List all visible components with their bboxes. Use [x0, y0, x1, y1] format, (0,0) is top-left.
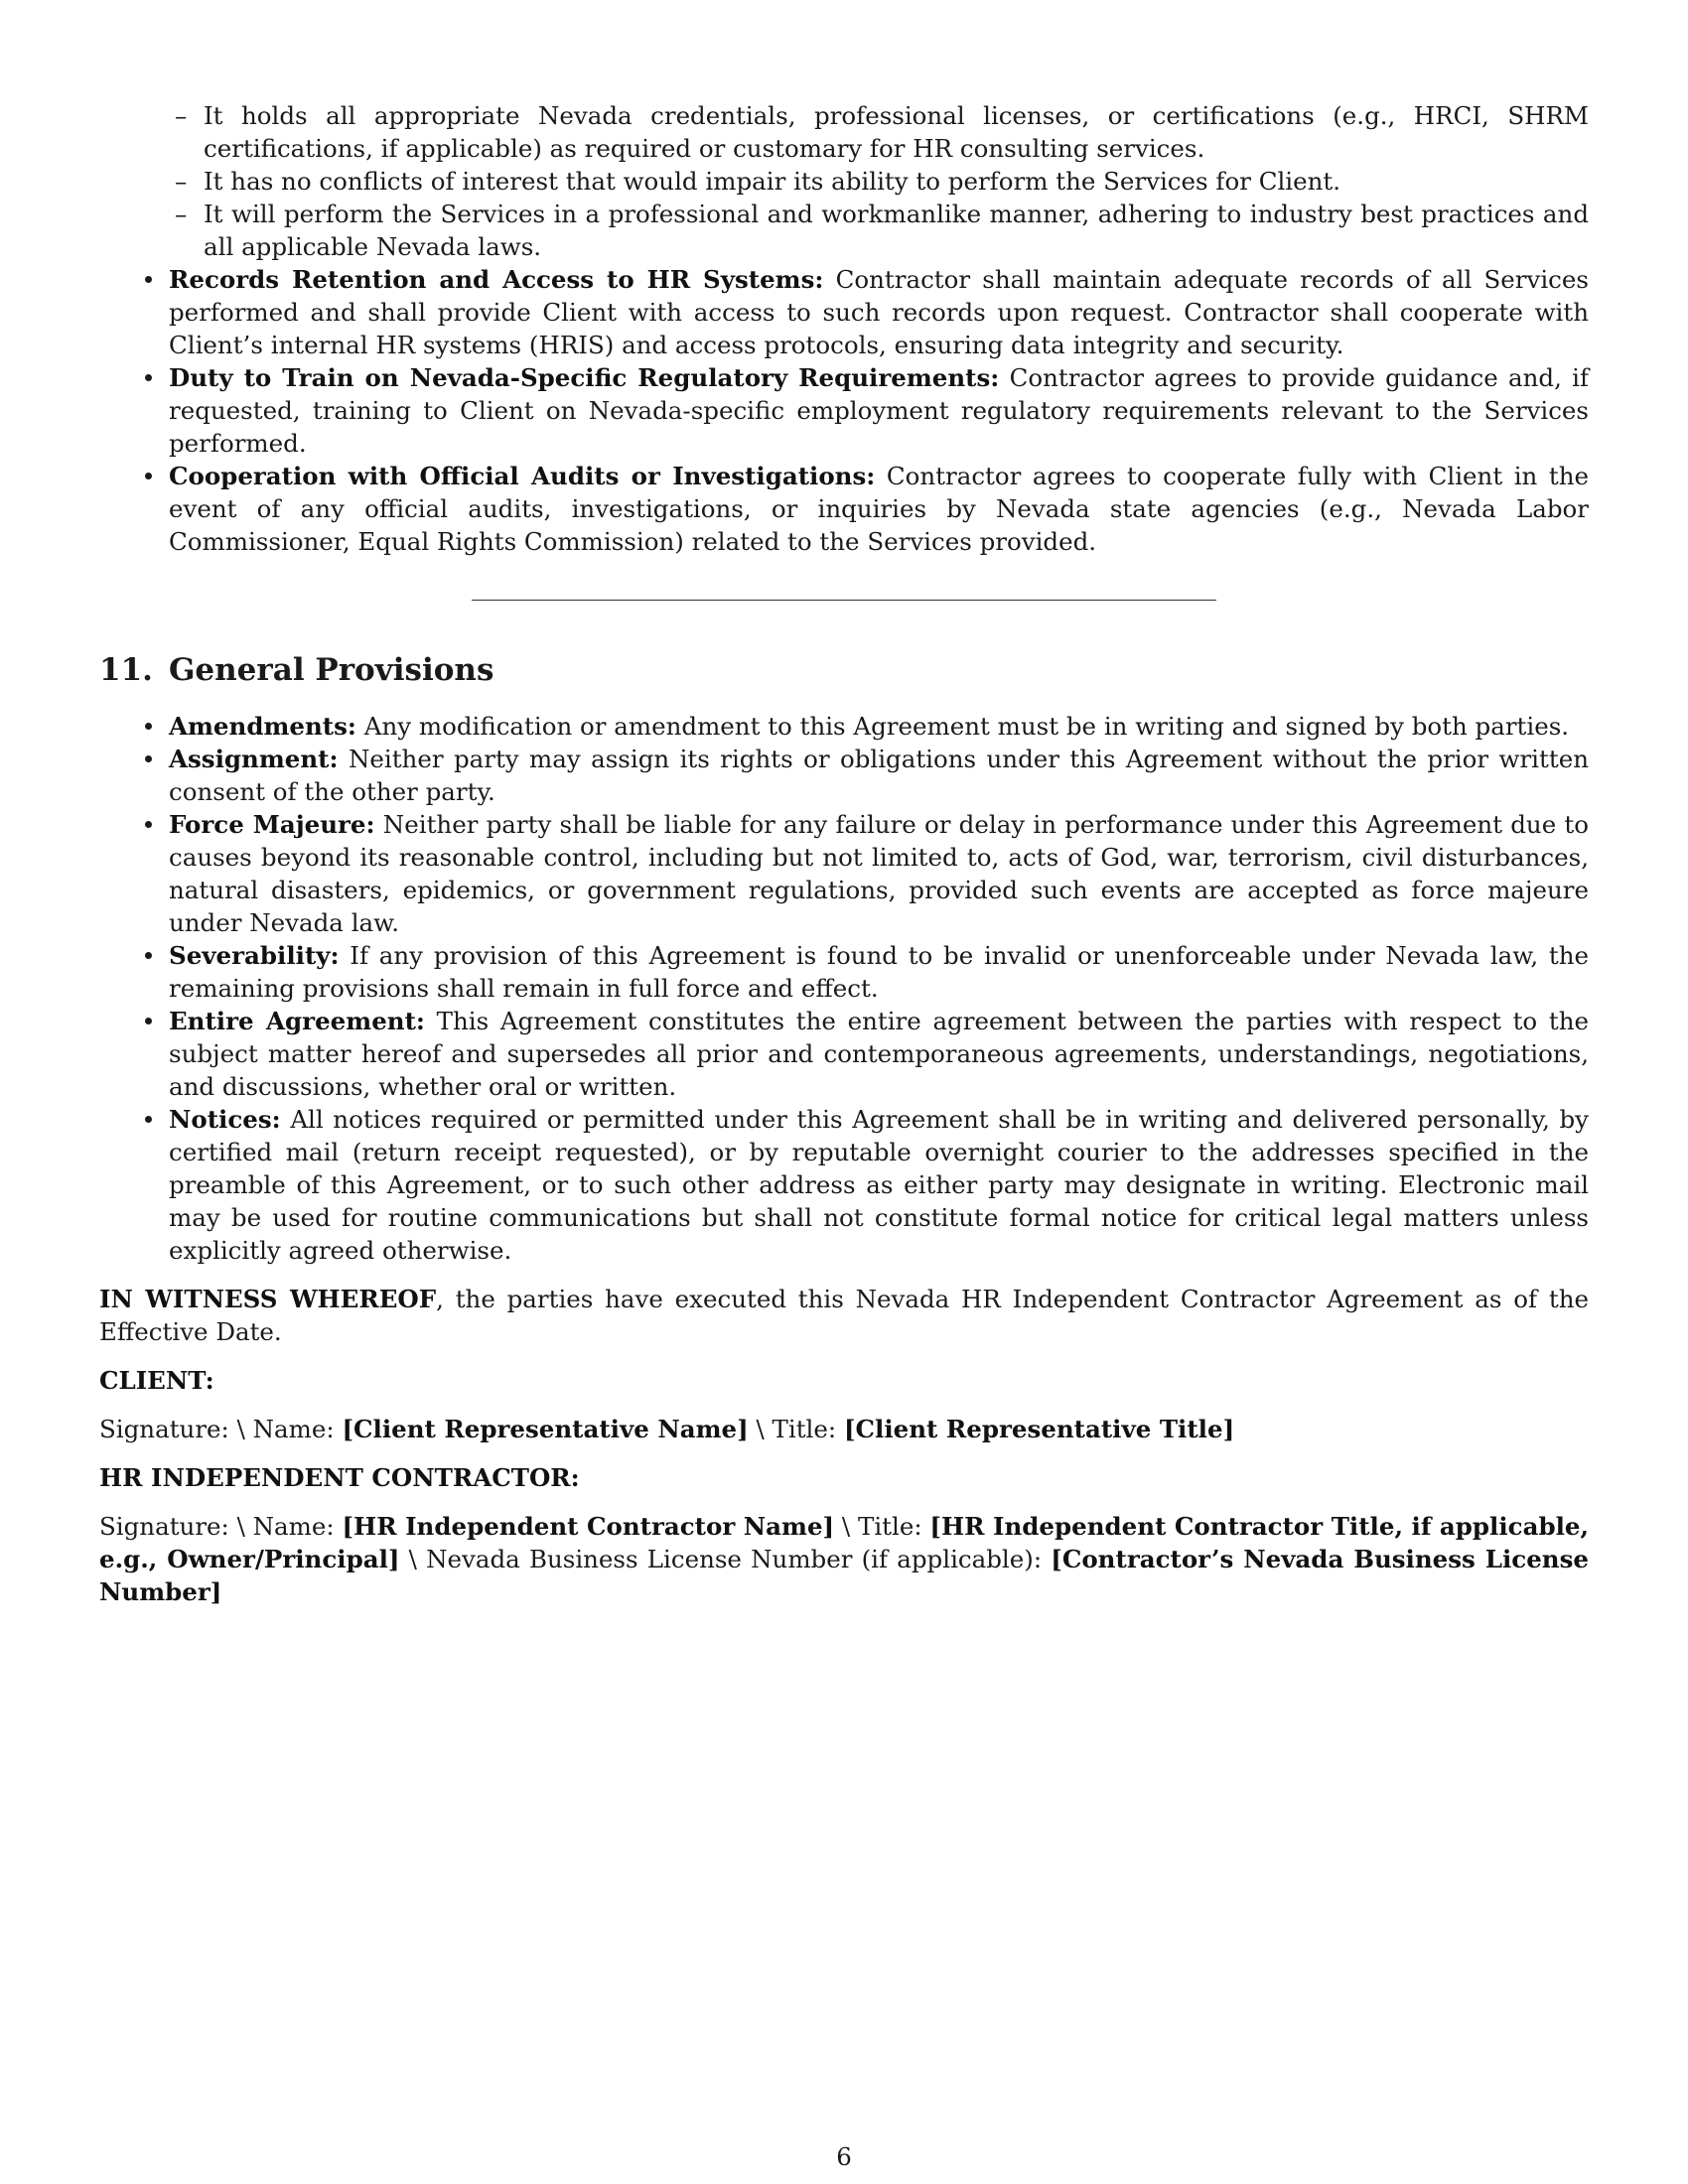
item-text: Contractor agrees to cooperate fully with Client in the event of any official audits, investigations, or inquiries by Nevada state agencies (e.g., Nevada Labor Commissioner, Equal Rights Commission) related to the Services provided.: [169, 462, 1589, 556]
representations-sublist: [99, 99, 1589, 263]
document-page: [99, 99, 1589, 1608]
item-title: Entire Agreement:: [169, 1007, 425, 1035]
list-item: [169, 808, 1589, 939]
list-item: [169, 1103, 1589, 1267]
contractor-title-placeholder: [HR Independent Contractor Title, if applicable, e.g., Owner/Principal]: [99, 1512, 1589, 1573]
client-signature-line: Signature: \ Name: [Client Representative Name] \ Title: [Client Representative Title]: [99, 1415, 1235, 1443]
list-item: [169, 743, 1589, 808]
section-title: General Provisions: [168, 652, 494, 688]
item-title: Severability:: [169, 941, 340, 970]
section-divider: [472, 600, 1216, 601]
list-item: [169, 939, 1589, 1005]
list-item: – It holds all appropriate Nevada credentials, professional licenses, or certifications (e.g., HRCI, SHRM certifications, if applicable) as required or customary for HR consulting services.: [204, 99, 1589, 165]
client-title-placeholder: [Client Representative Title]: [843, 1415, 1235, 1443]
item-title: Force Majeure:: [169, 810, 375, 839]
item-text: If any provision of this Agreement is found to be invalid or unenforceable under Nevada law, the remaining provisions shall remain in full force and effect.: [169, 941, 1589, 1003]
item-title: Notices:: [169, 1105, 281, 1134]
list-item: – It has no conflicts of interest that would impair its ability to perform the Services for Client.: [204, 165, 1589, 198]
item-text: Neither party may assign its rights or obligations under this Agreement without the prior written consent of the other party.: [169, 745, 1589, 806]
item-title: Amendments:: [169, 712, 356, 741]
list-item: – It will perform the Services in a professional and workmanlike manner, adhering to industry best practices and all applicable Nevada laws.: [204, 198, 1589, 263]
list-item: [169, 263, 1589, 361]
page-number: 6: [836, 2142, 852, 2171]
item-text: Any modification or amendment to this Agreement must be in writing and signed by both parties.: [363, 712, 1570, 741]
item-text: This Agreement constitutes the entire agreement between the parties with respect to the subject matter hereof and supersedes all prior and contemporaneous agreements, understandings, negotiations, and discussions, whether oral or written.: [169, 1007, 1589, 1101]
item-title: Records Retention and Access to HR Systems:: [169, 265, 824, 294]
list-item: [169, 1005, 1589, 1103]
contractor-license-placeholder: [Contractor’s Nevada Business License Number]: [99, 1545, 1589, 1606]
list-item: [169, 361, 1589, 460]
contractor-name-placeholder: [HR Independent Contractor Name]: [342, 1512, 835, 1541]
general-provisions-list: [99, 710, 1589, 1267]
list-item: [169, 460, 1589, 558]
item-text: Neither party shall be liable for any failure or delay in performance under this Agreement due to causes beyond its reasonable control, including but not limited to, acts of God, war, terrorism, civil disturbances, natural disasters, epidemics, or government regulations, provided such events are accepted as force majeure under Nevada law.: [169, 810, 1590, 937]
contractor-label: HR INDEPENDENT CONTRACTOR:: [99, 1463, 580, 1492]
client-label: CLIENT:: [99, 1366, 214, 1395]
section-number: 11.: [99, 652, 153, 688]
item-text: Contractor agrees to provide guidance and, if requested, training to Client on Nevada-specific employment regulatory requirements relevant to the Services performed.: [169, 363, 1590, 458]
client-name-placeholder: [Client Representative Name]: [342, 1415, 749, 1443]
item-text: Contractor shall maintain adequate records of all Services performed and shall provide Client with access to such records upon request. Contractor shall cooperate with Client’s internal HR systems (HRIS) and access protocols, ensuring data integrity and security.: [169, 265, 1589, 359]
item-title: Assignment:: [169, 745, 339, 773]
obligations-list: [99, 263, 1589, 558]
item-title: Cooperation with Official Audits or Investigations:: [169, 462, 876, 490]
section-heading: [99, 650, 1589, 690]
witness-clause: IN WITNESS WHEREOF, the parties have executed this Nevada HR Independent Contractor Agreement as of the Effective Date.: [99, 1285, 1589, 1346]
item-text: All notices required or permitted under this Agreement shall be in writing and delivered personally, by certified mail (return receipt requested), or by reputable overnight courier to the addresses specified in the preamble of this Agreement, or to such other address as either party may designate in writing. Electronic mail may be used for routine communications but shall not constitute formal notice for critical legal matters unless explicitly agreed otherwise.: [169, 1105, 1589, 1265]
item-title: Duty to Train on Nevada-Specific Regulatory Requirements:: [169, 363, 1000, 392]
contractor-signature-line: Signature: \ Name: [HR Independent Contractor Name] \ Title: [HR Independent Contractor Title, if applicable, e.g., Owner/Principal] \ Nevada Business License Number (if applicable): [Contractor’s Nevada Business License Number]: [99, 1512, 1589, 1606]
list-item: [169, 710, 1589, 743]
